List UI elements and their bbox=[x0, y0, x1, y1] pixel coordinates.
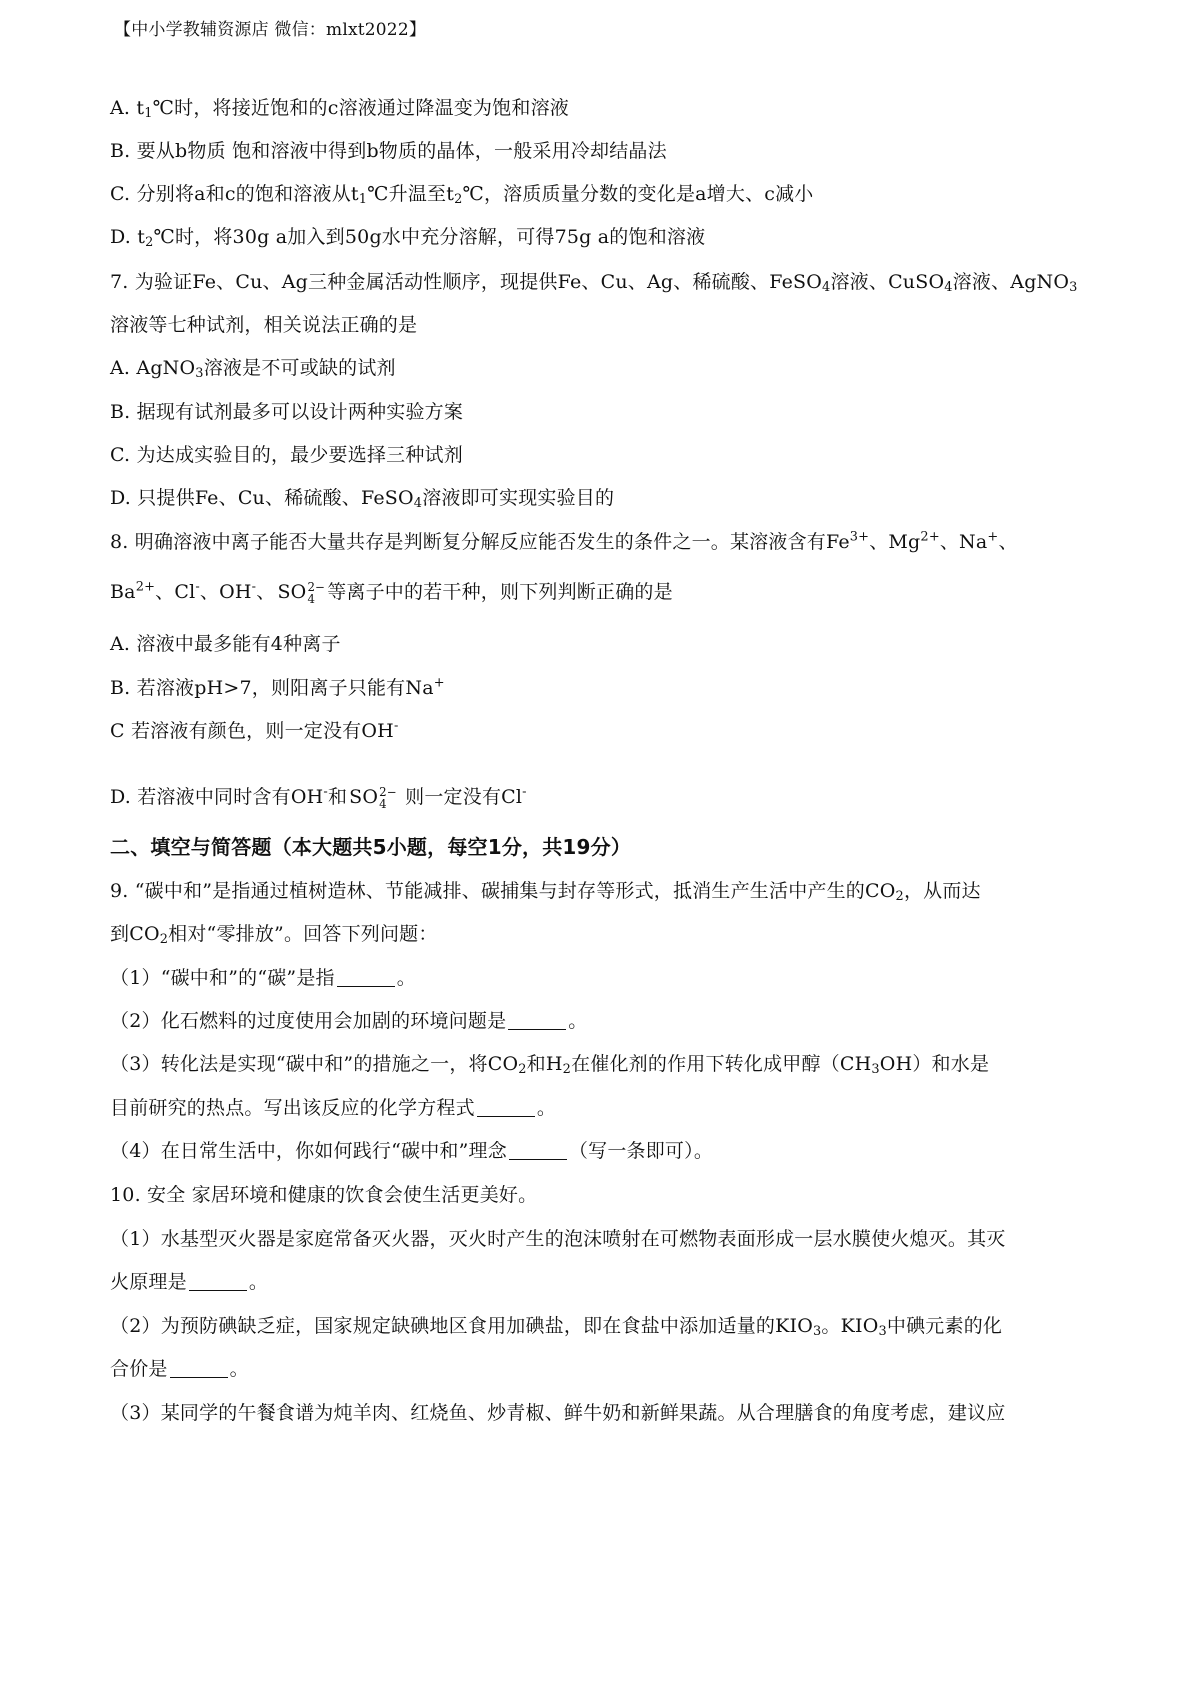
q10-part1-line1: （1）水基型灭火器是家庭常备灭火器，灭火时产生的泡沫喷射在可燃物表面形成一层水膜使火熄灭。其灭 bbox=[110, 1228, 1006, 1250]
q9-part2: （2）化石燃料的过度使用会加剧的环境问题是 。 bbox=[110, 1010, 588, 1032]
answer-blank[interactable] bbox=[170, 1359, 228, 1378]
page-header-watermark: 【中小学教辅资源店 微信：mlxt2022】 bbox=[114, 20, 427, 40]
answer-blank[interactable] bbox=[477, 1098, 535, 1117]
q8-stem-line1: 8. 明确溶液中离子能否大量共存是判断复分解反应能否发生的条件之一。某溶液含有$Fe^{3+}$、$Mg^{2+}$、Na+、 bbox=[110, 529, 1018, 553]
q9-stem-line2: 到$CO_2$相对“零排放”。回答下列问题： bbox=[110, 923, 438, 948]
q10-part2-line1: （2）为预防碘缺乏症，国家规定缺碘地区食用加碘盐，即在食盐中添加适量的$KIO_3$。$KIO_3$中碘元素的化 bbox=[110, 1315, 1003, 1340]
q10-stem: 10. 安全 家居环境和健康的饮食会使生活更美好。 bbox=[110, 1184, 538, 1206]
sulfate-ion: SO 2− 4 bbox=[349, 784, 397, 811]
section-2-heading: 二、填空与简答题（本大题共5小题，每空1分，共19分） bbox=[110, 835, 632, 859]
q6-option-d: D. $t_2℃$时，将30g a加入到50g水中充分溶解，可得75g a的饱和溶液 bbox=[110, 226, 706, 251]
q6-option-c: C. 分别将a和c的饱和溶液从$t_1℃$升温至$t_2℃$，溶质质量分数的变化是a增大、c减小 bbox=[110, 183, 814, 208]
answer-blank[interactable] bbox=[337, 968, 395, 987]
q9-part4: （4）在日常生活中，你如何践行“碳中和”理念 （写一条即可）。 bbox=[110, 1140, 714, 1162]
q7-option-b: B. 据现有试剂最多可以设计两种实验方案 bbox=[110, 401, 464, 423]
q8-option-c: C 若溶液有颜色，则一定没有OH- bbox=[110, 718, 399, 742]
answer-blank[interactable] bbox=[509, 1141, 567, 1160]
q7-option-d: D. 只提供Fe、Cu、稀硫酸、FeSO$_4$溶液即可实现实验目的 bbox=[110, 487, 615, 512]
q10-part2-line2: 合价是 。 bbox=[110, 1358, 249, 1380]
q10-part3: （3）某同学的午餐食谱为炖羊肉、红烧鱼、炒青椒、鲜牛奶和新鲜果蔬。从合理膳食的角度考虑，建议应 bbox=[110, 1402, 1006, 1424]
q9-part3-line2: 目前研究的热点。写出该反应的化学方程式 。 bbox=[110, 1097, 557, 1119]
q8-option-d: D. 若溶液中同时含有OH-和 SO 2− 4 则一定没有Cl- bbox=[110, 784, 527, 811]
q9-part1: （1）“碳中和”的“碳”是指 。 bbox=[110, 967, 416, 989]
q7-stem-line2: 溶液等七种试剂，相关说法正确的是 bbox=[110, 314, 418, 336]
q7-option-c: C. 为达成实验目的，最少要选择三种试剂 bbox=[110, 444, 463, 466]
sulfate-ion: SO 2− 4 bbox=[277, 579, 326, 606]
q9-stem-line1: 9. “碳中和”是指通过植树造林、节能减排、碳捕集与封存等形式，抵消生产生活中产生的$CO_2$，从而达 bbox=[110, 880, 981, 905]
answer-blank[interactable] bbox=[508, 1011, 566, 1030]
q9-part3-line1: （3）转化法是实现“碳中和”的措施之一，将$CO_2$和$H_2$在催化剂的作用下转化成甲醇$(CH_3OH)$和水是 bbox=[110, 1053, 990, 1078]
q10-part1-line2: 火原理是 。 bbox=[110, 1271, 269, 1293]
q8-option-b: B. 若溶液pH>7，则阳离子只能有Na+ bbox=[110, 675, 445, 699]
q7-option-a: A. AgNO$_3$溶液是不可或缺的试剂 bbox=[110, 357, 396, 382]
q8-option-a: A. 溶液中最多能有4种离子 bbox=[110, 633, 341, 655]
q7-stem-line1: 7. 为验证Fe、Cu、Ag三种金属活动性顺序，现提供Fe、Cu、Ag、稀硫酸、FeSO$_4$溶液、CuSO$_4$溶液、AgNO$_3$ bbox=[110, 271, 1078, 296]
q8-stem-line2: $Ba^{2+}$、Cl-、OH-、 SO 2− 4 等离子中的若干种，则下列判断正确的是 bbox=[110, 579, 673, 606]
q6-option-b: B. 要从b物质 饱和溶液中得到b物质的晶体，一般采用冷却结晶法 bbox=[110, 140, 667, 162]
answer-blank[interactable] bbox=[189, 1272, 247, 1291]
q6-option-a: A. $t_1℃$时，将接近饱和的c溶液通过降温变为饱和溶液 bbox=[110, 97, 569, 122]
